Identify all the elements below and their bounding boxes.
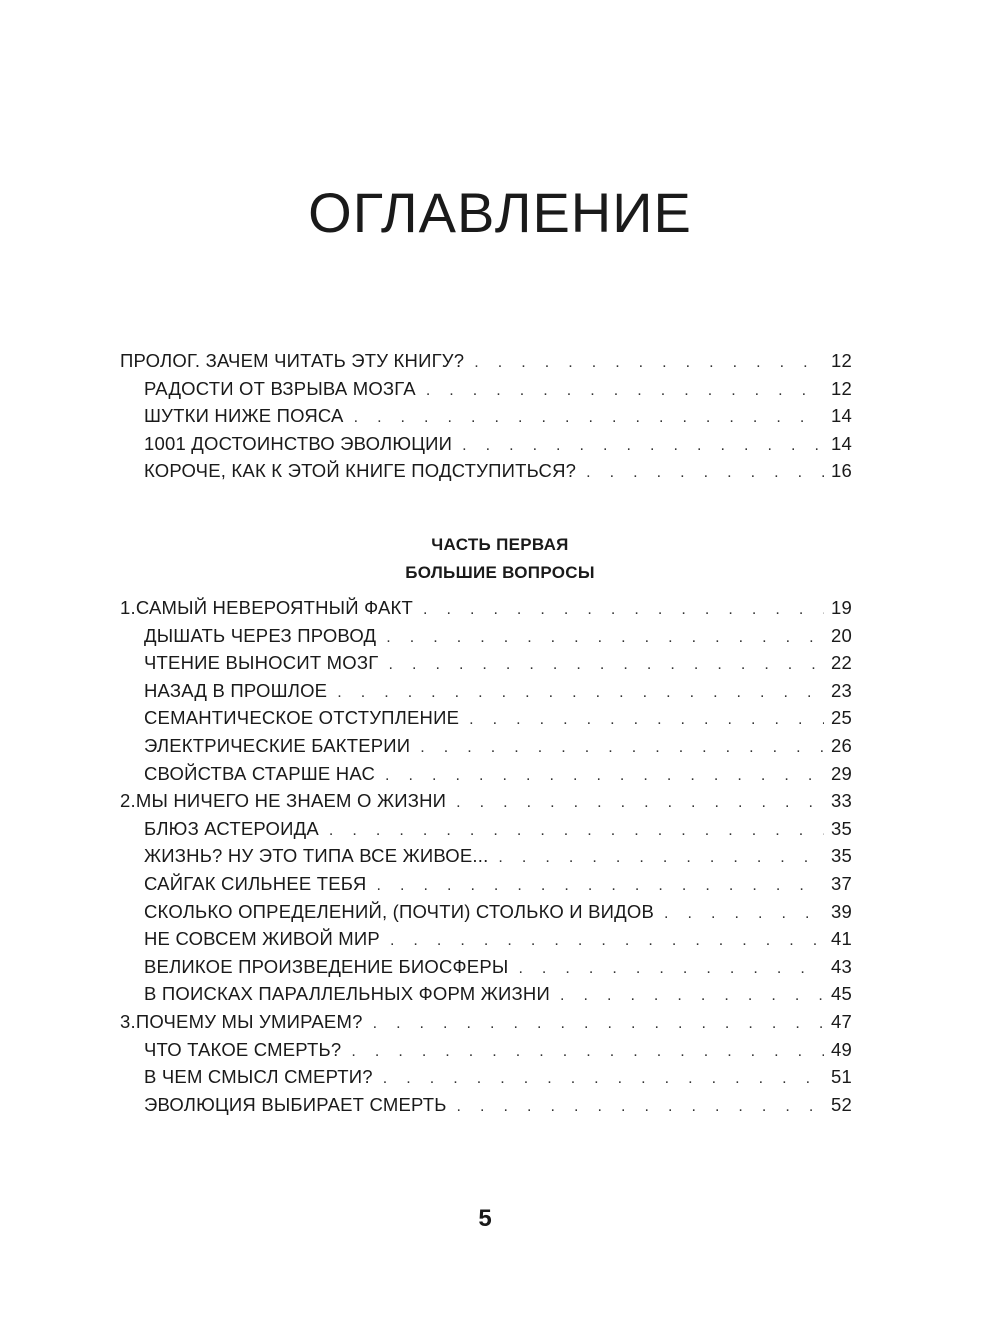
toc-entry xyxy=(120,460,852,488)
dot-leader xyxy=(383,1070,824,1088)
toc-entry-page: 49 xyxy=(831,1038,852,1060)
toc-entry-label: ЭЛЕКТРИЧЕСКИЕ БАКТЕРИИ xyxy=(144,734,411,756)
toc-entry-page: 23 xyxy=(831,679,852,701)
toc-entry-page: 19 xyxy=(831,597,852,618)
toc-entry-page: 26 xyxy=(831,734,852,756)
toc-entry xyxy=(120,818,852,846)
toc-entry-label: БЛЮЗ АСТЕРОИДА xyxy=(144,817,319,839)
dot-leader xyxy=(586,464,824,482)
toc-entry xyxy=(120,433,852,461)
dot-leader xyxy=(388,656,824,674)
toc-entry-label: ДЫШАТЬ ЧЕРЕЗ ПРОВОД xyxy=(144,624,377,646)
toc-entry-label: СЕМАНТИЧЕСКОЕ ОТСТУПЛЕНИЕ xyxy=(144,707,460,729)
dot-leader xyxy=(329,822,824,840)
dot-leader xyxy=(457,1098,824,1116)
dot-leader xyxy=(462,437,824,455)
toc-entry-label: ПРОЛОГ. ЗАЧЕМ ЧИТАТЬ ЭТУ КНИГУ? xyxy=(120,350,465,371)
toc-entry xyxy=(120,350,852,378)
dot-leader xyxy=(560,987,824,1005)
toc-entry-page: 33 xyxy=(831,790,852,812)
toc-entry-page: 35 xyxy=(831,845,852,867)
toc-entry-label: В ПОИСКАХ ПАРАЛЛЕЛЬНЫХ ФОРМ ЖИЗНИ xyxy=(144,983,550,1005)
toc-entry xyxy=(120,680,852,708)
toc-entry-page: 25 xyxy=(831,707,852,729)
toc-entry xyxy=(120,1066,852,1094)
dot-leader xyxy=(426,382,824,400)
toc-entry-page: 14 xyxy=(831,405,852,427)
dot-leader xyxy=(518,960,824,978)
toc-entry-label: СВОЙСТВА СТАРШЕ НАС xyxy=(144,762,376,784)
page-title: ОГЛАВЛЕНИЕ xyxy=(308,181,692,244)
toc-entry-label: ВЕЛИКОЕ ПРОИЗВЕДЕНИЕ БИОСФЕРЫ xyxy=(144,955,509,977)
dot-leader xyxy=(354,409,824,427)
toc-entry xyxy=(120,625,852,653)
toc-entry-label: ЧТО ТАКОЕ СМЕРТЬ? xyxy=(144,1038,342,1060)
dot-leader xyxy=(469,711,824,729)
toc-entry-page: 22 xyxy=(831,652,852,674)
toc-entry xyxy=(120,597,852,625)
toc-entry xyxy=(120,1094,852,1122)
toc-entry-page: 29 xyxy=(831,762,852,784)
toc-entry-label: КОРОЧЕ, КАК К ЭТОЙ КНИГЕ ПОДСТУПИТЬСЯ? xyxy=(144,460,577,482)
toc-entry-label: РАДОСТИ ОТ ВЗРЫВА МОЗГА xyxy=(144,377,416,399)
chapter-number: 1. xyxy=(120,597,136,618)
toc-entry xyxy=(120,901,852,929)
toc-chapters xyxy=(120,597,852,1121)
toc-entry xyxy=(120,790,852,818)
toc-entry xyxy=(120,707,852,735)
toc-entry-page: 41 xyxy=(831,928,852,950)
toc-entry-label: НАЗАД В ПРОШЛОЕ xyxy=(144,679,328,701)
chapter-number: 3. xyxy=(120,1010,136,1032)
toc-entry xyxy=(120,405,852,433)
toc-entry-page: 51 xyxy=(831,1066,852,1088)
toc-entry-label: ЭВОЛЮЦИЯ ВЫБИРАЕТ СМЕРТЬ xyxy=(144,1093,447,1115)
toc-entry-label: 1001 ДОСТОИНСТВО ЭВОЛЮЦИИ xyxy=(144,432,453,454)
toc-entry xyxy=(120,845,852,873)
dot-leader xyxy=(664,905,824,923)
toc-entry xyxy=(120,652,852,680)
toc-entry xyxy=(120,735,852,763)
dot-leader xyxy=(474,354,824,372)
toc-entry xyxy=(120,1039,852,1067)
toc-entry-page: 20 xyxy=(831,624,852,646)
page-number: 5 xyxy=(478,1205,492,1232)
toc-entry-page: 16 xyxy=(831,460,852,482)
toc-prologue xyxy=(120,350,852,488)
dot-leader xyxy=(498,849,824,867)
toc-entry-page: 37 xyxy=(831,872,852,894)
toc-entry xyxy=(120,378,852,406)
toc-entry-label: САЙГАК СИЛЬНЕЕ ТЕБЯ xyxy=(144,872,367,894)
toc-entry xyxy=(120,928,852,956)
dot-leader xyxy=(420,739,824,757)
toc-entry xyxy=(120,956,852,984)
dot-leader xyxy=(373,1015,824,1033)
dot-leader xyxy=(390,932,824,950)
toc-entry-label: ЧТЕНИЕ ВЫНОСИТ МОЗГ xyxy=(144,652,379,674)
dot-leader xyxy=(386,629,824,647)
toc-entry-page: 14 xyxy=(831,432,852,454)
toc-entry-page: 47 xyxy=(831,1010,852,1032)
toc-entry-label: ШУТКИ НИЖЕ ПОЯСА xyxy=(144,405,344,427)
toc-entry xyxy=(120,1011,852,1039)
toc-entry xyxy=(120,763,852,791)
toc-entry-page: 45 xyxy=(831,983,852,1005)
toc-entry-label: НЕ СОВСЕМ ЖИВОЙ МИР xyxy=(144,928,380,950)
dot-leader xyxy=(456,794,824,812)
toc-entry-page: 52 xyxy=(831,1093,852,1115)
dot-leader xyxy=(385,767,824,785)
toc-entry-page: 39 xyxy=(831,900,852,922)
chapter-number: 2. xyxy=(120,790,136,812)
toc-entry-page: 12 xyxy=(831,350,852,371)
part-heading-line1: ЧАСТЬ ПЕРВАЯ xyxy=(431,535,569,554)
dot-leader xyxy=(376,877,824,895)
part-heading-line2: БОЛЬШИЕ ВОПРОСЫ xyxy=(405,563,595,582)
dot-leader xyxy=(337,684,824,702)
toc-entry-page: 12 xyxy=(831,377,852,399)
dot-leader xyxy=(423,601,824,619)
toc-entry-label: ПОЧЕМУ МЫ УМИРАЕМ? xyxy=(135,1010,363,1032)
toc-entry-label: В ЧЕМ СМЫСЛ СМЕРТИ? xyxy=(144,1066,373,1088)
dot-leader xyxy=(351,1043,824,1061)
toc-entry xyxy=(120,983,852,1011)
toc-entry-label: МЫ НИЧЕГО НЕ ЗНАЕМ О ЖИЗНИ xyxy=(135,790,447,812)
toc-entry-page: 43 xyxy=(831,955,852,977)
toc-entry-page: 35 xyxy=(831,817,852,839)
toc-entry xyxy=(120,873,852,901)
toc-entry-label: ЖИЗНЬ? НУ ЭТО ТИПА ВСЕ ЖИВОЕ... xyxy=(144,845,489,867)
toc-entry-label: САМЫЙ НЕВЕРОЯТНЫЙ ФАКТ xyxy=(135,597,413,618)
toc-entry-label: СКОЛЬКО ОПРЕДЕЛЕНИЙ, (ПОЧТИ) СТОЛЬКО И ВИДОВ xyxy=(144,900,655,922)
